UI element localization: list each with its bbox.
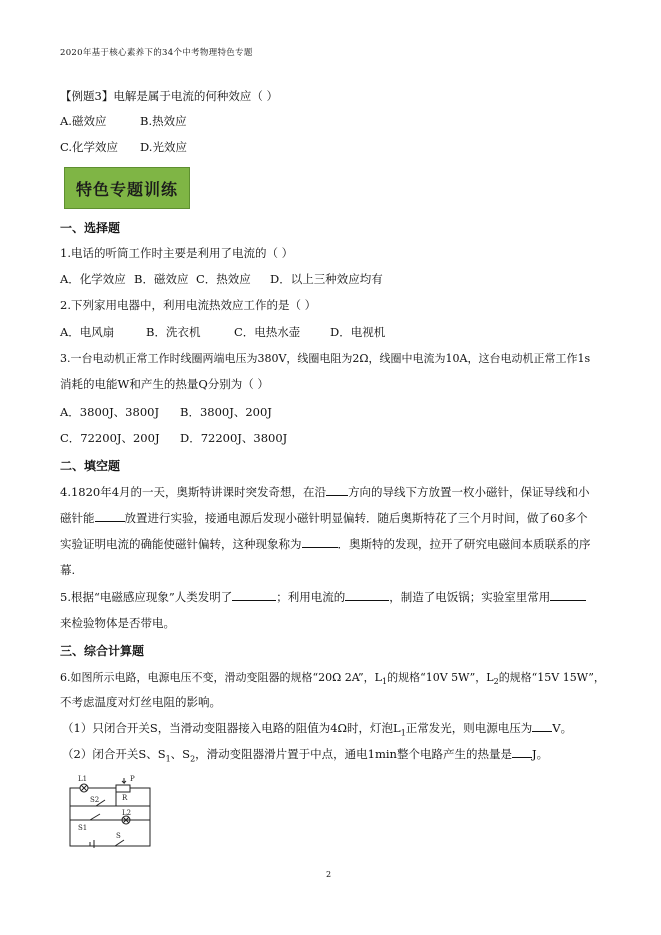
q6-line2: 不考虑温度对灯丝电阻的影响。: [60, 695, 221, 709]
circuit-diagram: [60, 772, 160, 852]
example3-option-c: C.化学效应: [60, 140, 119, 154]
circuit-loop: [70, 788, 150, 846]
q6-text: 的规格“15V 15W”，: [498, 671, 605, 684]
example3-option-a: A.磁效应: [60, 114, 107, 128]
q2-option-b: B．洗衣机: [146, 325, 201, 339]
q6-text: 、S: [170, 747, 191, 761]
label-s1: S1: [78, 824, 88, 832]
q5-line2: 来检验物体是否带电。: [60, 616, 175, 630]
q1-option-a: A．化学效应: [60, 272, 126, 286]
example3-option-b: B.热效应: [140, 114, 187, 128]
q5-line1: [60, 589, 586, 605]
answer-blank[interactable]: [302, 537, 338, 548]
q1-option-b: B．磁效应: [134, 272, 189, 286]
switch-s-icon: [115, 840, 124, 846]
q2-stem: 2.下列家用电器中，利用电流热效应工作的是（ ）: [60, 298, 317, 312]
q1-option-d: D．以上三种效应均有: [270, 272, 383, 286]
q3-stem-line1: 3.一台电动机正常工作时线圈两端电压为380V，线圈电阻为2Ω，线圈中电流为10A，这台电动机正常工作1s: [60, 352, 591, 365]
q5-text: ；利用电流的: [276, 590, 346, 604]
q4-text: 方向的导线下方放置一枚小磁针，保证导线和小: [348, 485, 590, 499]
answer-blank[interactable]: [95, 511, 125, 522]
example3-stem: 电解是属于电流的何种效应（ ）: [113, 89, 278, 103]
answer-blank[interactable]: [512, 747, 532, 758]
example3-label: 【例题3】: [60, 89, 114, 103]
q4-line4: 幕.: [60, 563, 76, 577]
q6-text: J。: [531, 747, 549, 761]
q4-text: 放置进行实验，接通电源后发现小磁针明显偏转．随后奥斯特花了三个月时间，做了60多个: [124, 511, 588, 525]
example3-question: [60, 88, 278, 104]
q6-sub: 1: [400, 728, 406, 738]
q6-text: 6.如图所示电路，电源电压不变，滑动变阻器的规格“20Ω 2A”，L: [60, 671, 382, 684]
q2-option-c: C．电热水壶: [234, 325, 301, 339]
q6-text: 的规格“10V 5W”，L: [387, 671, 494, 684]
q6-sub: 1: [165, 754, 171, 764]
q6-sub: 2: [493, 677, 499, 687]
q1-option-c: C．热效应: [196, 272, 251, 286]
label-l1: L1: [78, 775, 88, 783]
q5-text: 5.根据“电磁感应现象”人类发明了: [60, 590, 233, 604]
q4-text: ．奥斯特的发现，拉开了研究电磁间本质联系的序: [337, 537, 591, 551]
q6-line1: [60, 669, 605, 686]
q3-stem-line2: 消耗的电能W和产生的热量Q分别为（ ）: [60, 377, 269, 391]
q3-option-d: D．72200J、3800J: [180, 431, 288, 445]
q6-text: 正常发光，则电源电压为: [405, 721, 533, 735]
q3-option-b: B．3800J、200J: [180, 405, 272, 419]
switch-s1-icon: [90, 814, 100, 820]
q4-text: 4.1820年4月的一天，奥斯特讲课时突发奇想，在沿: [60, 485, 327, 499]
q6-text: （1）只闭合开关S，当滑动变阻器接入电路的阻值为4Ω时，灯泡L: [62, 721, 401, 735]
q6-part1: [62, 720, 572, 737]
label-s2: S2: [90, 796, 100, 804]
q6-sub: 1: [382, 677, 388, 687]
q5-text: ，制造了电饭锅；实验室里常用: [389, 590, 551, 604]
q4-line3: [60, 536, 591, 552]
answer-blank[interactable]: [550, 590, 586, 601]
banner: [64, 167, 190, 209]
section-choice: 一、选择题: [60, 221, 121, 235]
q6-text: ，滑动变阻器滑片置于中点，通电1min整个电路产生的热量是: [195, 747, 512, 761]
answer-blank[interactable]: [345, 590, 389, 601]
section-fill: 二、填空题: [60, 459, 121, 473]
page-number: 2: [326, 870, 332, 879]
q4-text: 实验证明电流的确能使磁针偏转，这种现象称为: [60, 537, 302, 551]
q4-text: 磁针能: [60, 511, 95, 525]
label-l2: L2: [122, 809, 132, 817]
page-header: 2020年基于核心素养下的34个中考物理特色专题: [60, 48, 253, 58]
q3-option-a: A．3800J、3800J: [60, 405, 160, 419]
q2-option-a: A．电风扇: [60, 325, 115, 339]
q6-part2: [62, 746, 548, 763]
q6-text: （2）闭合开关S、S: [62, 747, 166, 761]
label-p: P: [130, 775, 135, 783]
q3-option-c: C．72200J、200J: [60, 431, 160, 445]
example3-option-d: D.光效应: [140, 140, 187, 154]
q4-line2: [60, 510, 588, 526]
label-r: R: [122, 794, 128, 802]
banner-title: 特色专题训练: [75, 179, 178, 199]
answer-blank[interactable]: [532, 721, 552, 732]
label-s: S: [116, 832, 121, 840]
q1-stem: 1.电话的听筒工作时主要是利用了电流的（ ）: [60, 246, 294, 260]
q2-option-d: D．电视机: [330, 325, 386, 339]
q6-sub: 2: [190, 754, 196, 764]
rheostat-icon: [116, 785, 130, 792]
q6-text: V。: [552, 721, 573, 735]
q4-line1: [60, 484, 590, 500]
answer-blank[interactable]: [326, 485, 348, 496]
section-calc: 三、综合计算题: [60, 644, 145, 658]
answer-blank[interactable]: [232, 590, 276, 601]
